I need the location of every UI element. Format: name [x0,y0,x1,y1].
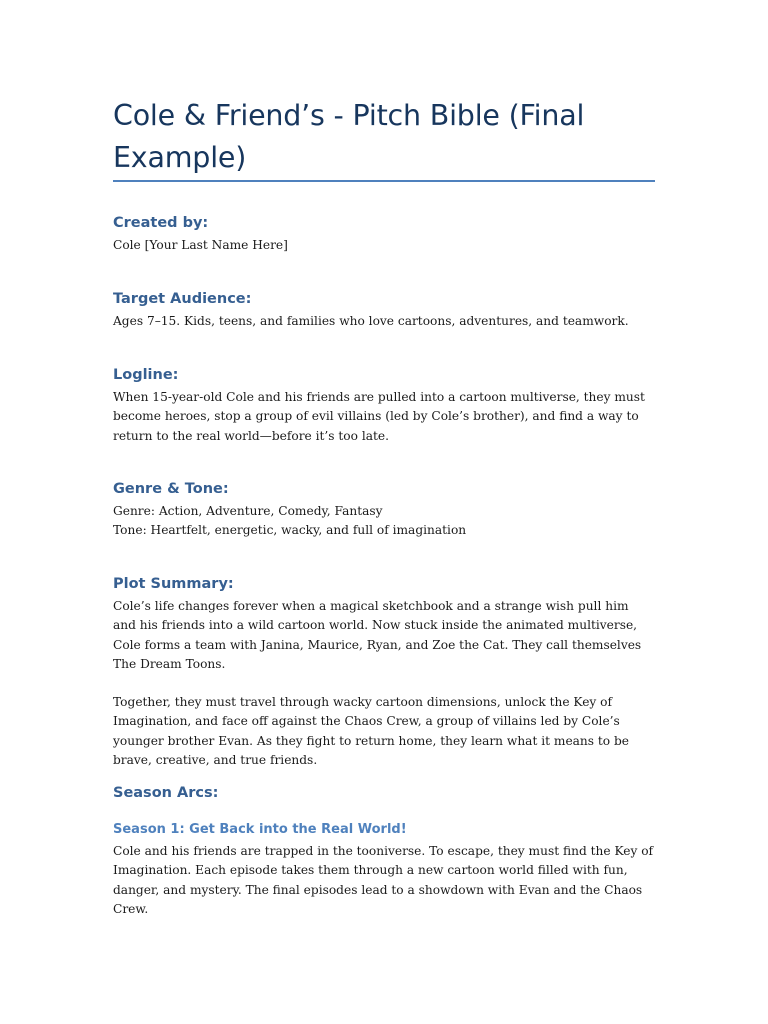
tone-text: Tone: Heartfelt, energetic, wacky, and full of imagination [113,523,467,538]
section-target-audience [113,289,655,331]
plot-summary-paragraph-1: Cole’s life changes forever when a magical sketchbook and a strange wish pull him and his friends into a wild cartoon world. Now stuck inside the animated multiverse, Cole forms a team with Janina, Maurice, Ryan, and Zoe the Cat. They call themselves The Dream Toons. [113,599,642,671]
target-audience-text: Ages 7–15. Kids, teens, and families who love cartoons, adventures, and teamwork. [113,314,629,328]
plot-summary-heading: Plot Summary: [113,576,234,592]
logline-text: When 15-year-old Cole and his friends are pulled into a cartoon multiverse, they must become heroes, stop a group of evil villains (led by Cole’s brother), and find a way to return to the real world—before it’s too late. [113,390,645,443]
genre-text: Genre: Action, Adventure, Comedy, Fantasy [113,504,383,518]
title-underline [113,180,655,182]
section-genre-tone [113,479,655,541]
season-1-text: Cole and his friends are trapped in the tooniverse. To escape, they must find the Key of Imagination. Each episode takes them through a new cartoon world filled with fun, danger, and mystery. The final episodes lead to a showdown with Evan and the Chaos Crew. [113,844,654,916]
section-season-1 [113,821,655,919]
document-title: Cole & Friend’s - Pitch Bible (Final Example) [113,99,585,174]
genre-tone-heading: Genre & Tone: [113,481,229,497]
plot-summary-paragraph-2: Together, they must travel through wacky cartoon dimensions, unlock the Key of Imagination, and face off against the Chaos Crew, a group of villains led by Cole’s younger brother Evan. As they fight to return home, they learn what it means to be brave, creative, and true friends. [113,695,630,768]
target-audience-heading: Target Audience: [113,291,252,307]
season-1-heading: Season 1: Get Back into the Real World! [113,822,407,837]
season-arcs-heading: Season Arcs: [113,785,219,801]
section-season-arcs [113,783,655,803]
section-logline [113,365,655,446]
logline-heading: Logline: [113,367,179,383]
section-created-by [113,213,655,255]
section-plot-summary [113,574,655,770]
created-by-text: Cole [Your Last Name Here] [113,238,288,252]
created-by-heading: Created by: [113,215,209,231]
